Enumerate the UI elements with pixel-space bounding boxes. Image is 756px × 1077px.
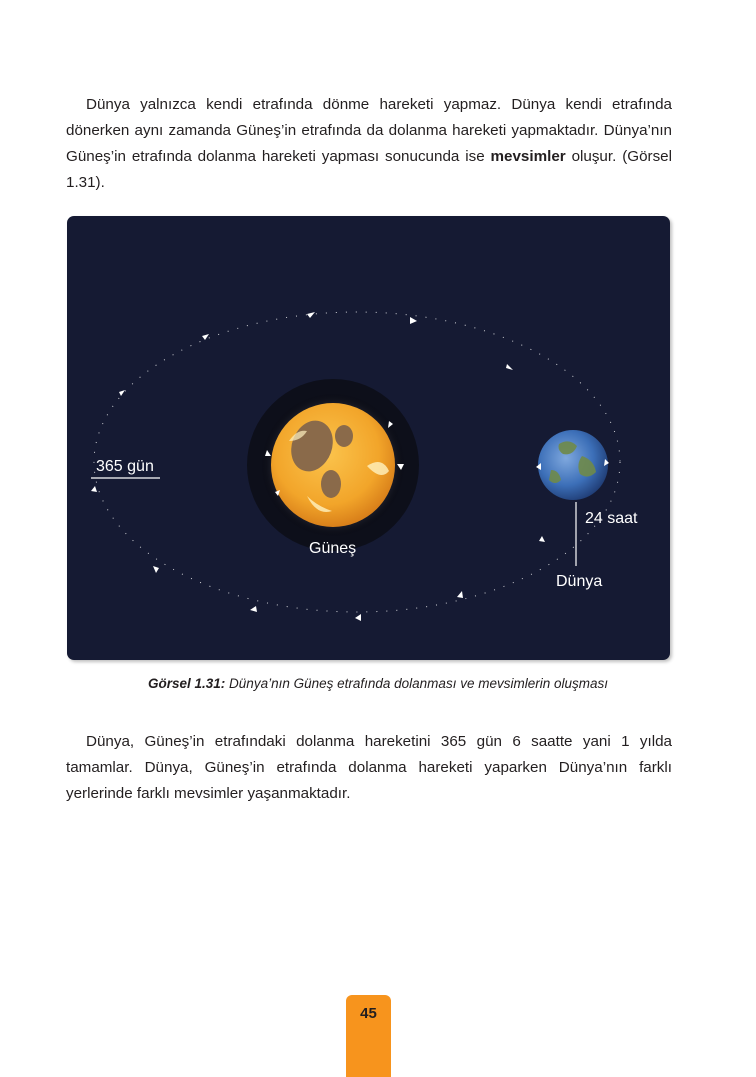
earth-label: Dünya: [556, 573, 603, 590]
conclusion-text: Dünya, Güneş’in etrafındaki dolanma hareketini 365 gün 6 saatte yani 1 yılda tamamlar. Dünya, Güneş’in etrafında dolanma hareketi yaparken Dünya’nın farklı yerlerinde farklı mevsimler yaşanmaktadır.: [66, 733, 672, 802]
earth: [538, 430, 608, 500]
figure-caption: [0, 676, 756, 691]
rotation-duration-label: 24 saat: [585, 510, 638, 527]
intro-paragraph: [66, 92, 672, 196]
caption-text: Dünya’nın Güneş etrafında dolanması ve mevsimlerin oluşması: [225, 676, 608, 691]
keyword-bold: mevsimler: [490, 148, 566, 165]
sun-label: Güneş: [309, 540, 357, 557]
conclusion-paragraph: [66, 729, 672, 807]
page-number: 45: [360, 1005, 377, 1022]
intro-text-end: oluşur. (Görsel 1.31).: [66, 148, 672, 191]
orbit-illustration: [67, 216, 670, 660]
orbit-duration-label: 365 gün: [96, 458, 154, 475]
intro-text-start: Dünya yalnızca kendi etrafında dönme hareketi yapmaz. Dünya kendi etrafında dönerken aynı zamanda Güneş’in etrafında da dolanma hareketi yapmaktadır. Dünya’nın Güneş’in etrafında dolanma hareketi yapması sonucunda ise: [66, 96, 672, 165]
solar-orbit-figure: [67, 216, 670, 660]
page-number-tab: [346, 995, 391, 1077]
caption-label: Görsel 1.31:: [148, 676, 226, 691]
